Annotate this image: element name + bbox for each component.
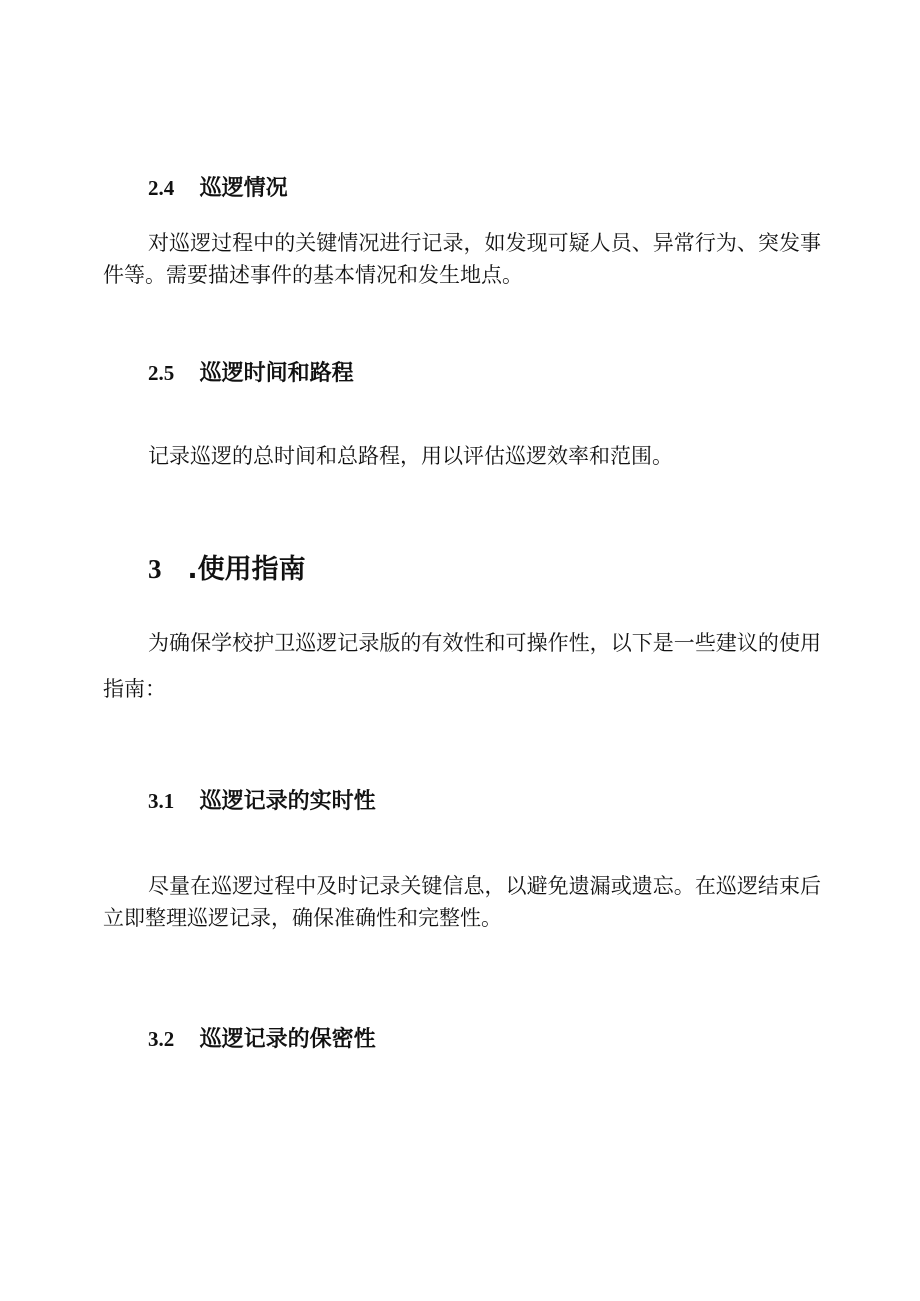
section-body-3-1: 尽量在巡逻过程中及时记录关键信息，以避免遗漏或遗忘。在巡逻结束后立即整理巡逻记录，确保准确性和完整性。 xyxy=(103,874,821,930)
section-title: 巡逻记录的保密性 xyxy=(199,1027,376,1052)
chapter-body-3: 为确保学校护卫巡逻记录版的有效性和可操作性，以下是一些建议的使用指南： xyxy=(103,631,821,701)
section-body-2-4: 对巡逻过程中的关键情况进行记录，如发现可疑人员、异常行为、突发事件等。需要描述事件的基本情况和发生地点。 xyxy=(103,231,821,287)
section-title: 巡逻情况 xyxy=(199,176,288,201)
section-heading-2-5 xyxy=(148,358,354,389)
section-number: 3.1 xyxy=(148,789,175,813)
section-body-2-5: 记录巡逻的总时间和总路程，用以评估巡逻效率和范围。 xyxy=(148,444,673,468)
chapter-title: .使用指南 xyxy=(187,554,306,585)
section-heading-3-2 xyxy=(148,1024,376,1055)
section-heading-2-4 xyxy=(148,173,288,204)
chapter-number: 3 xyxy=(148,554,162,584)
chapter-heading-3 xyxy=(148,551,306,588)
section-number: 3.2 xyxy=(148,1027,175,1051)
section-number: 2.5 xyxy=(148,361,175,385)
section-title: 巡逻时间和路程 xyxy=(199,361,354,386)
section-title: 巡逻记录的实时性 xyxy=(199,789,376,814)
section-heading-3-1 xyxy=(148,786,376,817)
section-number: 2.4 xyxy=(148,176,175,200)
